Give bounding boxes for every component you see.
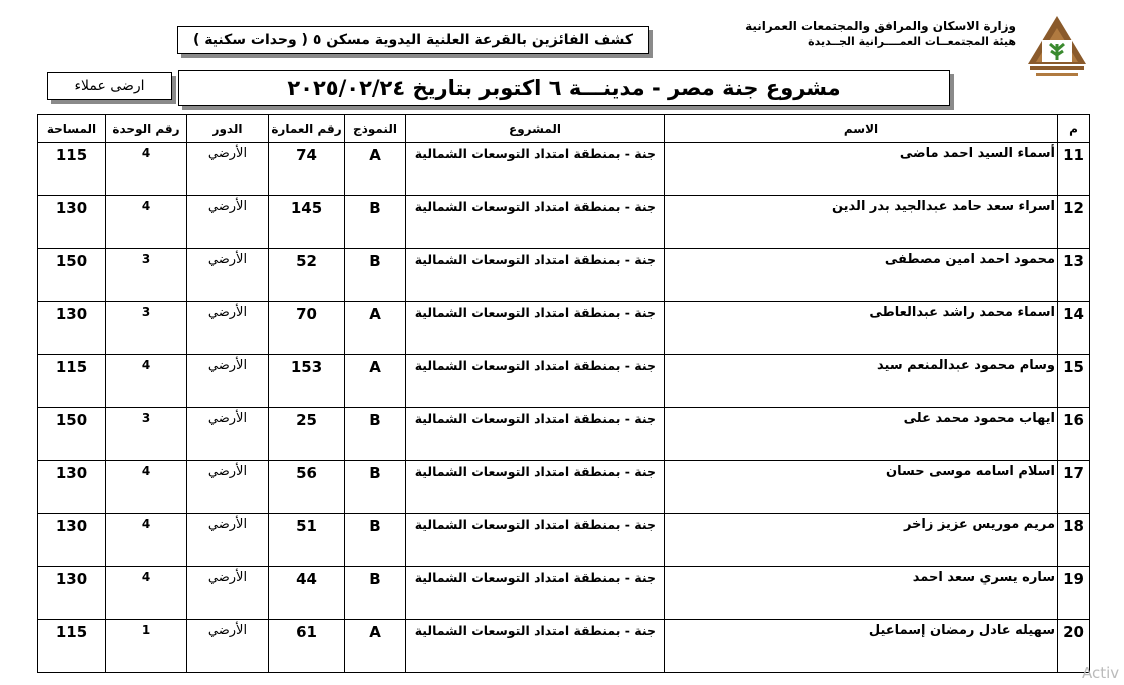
cell-area: 115 <box>38 355 106 408</box>
cell-area: 130 <box>38 196 106 249</box>
cell-area: 150 <box>38 249 106 302</box>
col-header-num: م <box>1058 115 1090 143</box>
cell-model: B <box>345 196 406 249</box>
ministry-name: وزارة الاسكان والمرافق والمجتمعات العمرانية <box>745 19 1016 33</box>
cell-name: ايهاب محمود محمد على <box>665 408 1058 461</box>
cell-floor: الأرضي <box>187 567 269 620</box>
cell-project: جنة - بمنطقة امتداد التوسعات الشمالية <box>406 143 665 196</box>
cell-project: جنة - بمنطقة امتداد التوسعات الشمالية <box>406 355 665 408</box>
cell-name: مريم موريس عزيز زاخر <box>665 514 1058 567</box>
table-header-row <box>38 115 1090 143</box>
cell-project: جنة - بمنطقة امتداد التوسعات الشمالية <box>406 249 665 302</box>
cell-building: 51 <box>269 514 345 567</box>
col-header-project: المشروع <box>406 115 665 143</box>
cell-model: A <box>345 620 406 673</box>
cell-model: A <box>345 143 406 196</box>
cell-name: اسراء سعد حامد عبدالجيد بدر الدين <box>665 196 1058 249</box>
cell-floor: الأرضي <box>187 408 269 461</box>
cell-model: B <box>345 408 406 461</box>
cell-floor: الأرضي <box>187 355 269 408</box>
cell-name: سهيله عادل رمضان إسماعيل <box>665 620 1058 673</box>
cell-name: اسلام اسامه موسى حسان <box>665 461 1058 514</box>
cell-model: A <box>345 355 406 408</box>
cell-floor: الأرضي <box>187 620 269 673</box>
col-header-floor: الدور <box>187 115 269 143</box>
cell-num: 12 <box>1058 196 1090 249</box>
cell-area: 115 <box>38 143 106 196</box>
cell-area: 130 <box>38 302 106 355</box>
table-row <box>38 514 1090 567</box>
activate-windows-watermark: Activ <box>1082 664 1120 682</box>
cell-model: B <box>345 461 406 514</box>
cell-building: 44 <box>269 567 345 620</box>
table-row <box>38 620 1090 673</box>
cell-project: جنة - بمنطقة امتداد التوسعات الشمالية <box>406 514 665 567</box>
cell-project: جنة - بمنطقة امتداد التوسعات الشمالية <box>406 620 665 673</box>
authority-name: هيئة المجتمعــات العمــــرانية الجــديدة <box>808 35 1016 48</box>
cell-building: 61 <box>269 620 345 673</box>
cell-unit: 4 <box>106 355 187 408</box>
cell-building: 145 <box>269 196 345 249</box>
winners-table <box>37 114 1090 673</box>
cell-floor: الأرضي <box>187 196 269 249</box>
cell-num: 15 <box>1058 355 1090 408</box>
cell-project: جنة - بمنطقة امتداد التوسعات الشمالية <box>406 408 665 461</box>
cell-building: 52 <box>269 249 345 302</box>
cell-num: 16 <box>1058 408 1090 461</box>
cell-floor: الأرضي <box>187 514 269 567</box>
col-header-model: النموذج <box>345 115 406 143</box>
table-row <box>38 302 1090 355</box>
table-row <box>38 461 1090 514</box>
cell-area: 130 <box>38 514 106 567</box>
cell-project: جنة - بمنطقة امتداد التوسعات الشمالية <box>406 302 665 355</box>
authority-logo-icon <box>1026 14 1088 80</box>
cell-unit: 3 <box>106 302 187 355</box>
cell-building: 56 <box>269 461 345 514</box>
cell-building: 153 <box>269 355 345 408</box>
cell-unit: 4 <box>106 514 187 567</box>
cell-name: ساره يسري سعد احمد <box>665 567 1058 620</box>
col-header-unit: رقم الوحدة <box>106 115 187 143</box>
cell-model: B <box>345 567 406 620</box>
cell-num: 13 <box>1058 249 1090 302</box>
cell-model: B <box>345 514 406 567</box>
cell-floor: الأرضي <box>187 461 269 514</box>
cell-floor: الأرضي <box>187 143 269 196</box>
cell-name: محمود احمد امين مصطفى <box>665 249 1058 302</box>
col-header-building: رقم العمارة <box>269 115 345 143</box>
cell-building: 25 <box>269 408 345 461</box>
cell-project: جنة - بمنطقة امتداد التوسعات الشمالية <box>406 196 665 249</box>
col-header-area: المساحة <box>38 115 106 143</box>
document-title: كشف الفائزين بالقرعة العلنية اليدوية مسكن ٥ ( وحدات سكنية ) <box>177 26 649 54</box>
cell-floor: الأرضي <box>187 249 269 302</box>
cell-unit: 4 <box>106 143 187 196</box>
cell-num: 18 <box>1058 514 1090 567</box>
cell-name: اسماء محمد راشد عبدالعاطى <box>665 302 1058 355</box>
cell-area: 150 <box>38 408 106 461</box>
cell-area: 130 <box>38 461 106 514</box>
project-heading: مشروع جنة مصر - مدينـــة ٦ اكتوبر بتاريخ ٢٠٢٥/٠٢/٢٤ <box>178 70 950 106</box>
col-header-name: الاسم <box>665 115 1058 143</box>
table-row <box>38 408 1090 461</box>
ministry-header <box>745 18 1016 49</box>
land-category-label: ارضى عملاء <box>47 72 172 100</box>
cell-num: 19 <box>1058 567 1090 620</box>
cell-building: 74 <box>269 143 345 196</box>
cell-unit: 1 <box>106 620 187 673</box>
cell-model: A <box>345 302 406 355</box>
cell-project: جنة - بمنطقة امتداد التوسعات الشمالية <box>406 567 665 620</box>
cell-num: 14 <box>1058 302 1090 355</box>
cell-unit: 4 <box>106 196 187 249</box>
table-row <box>38 567 1090 620</box>
cell-name: وسام محمود عبدالمنعم سيد <box>665 355 1058 408</box>
cell-unit: 3 <box>106 249 187 302</box>
cell-name: أسماء السيد احمد ماضى <box>665 143 1058 196</box>
cell-area: 130 <box>38 567 106 620</box>
cell-floor: الأرضي <box>187 302 269 355</box>
cell-num: 11 <box>1058 143 1090 196</box>
table-row <box>38 355 1090 408</box>
cell-unit: 4 <box>106 567 187 620</box>
cell-building: 70 <box>269 302 345 355</box>
cell-num: 20 <box>1058 620 1090 673</box>
table-row <box>38 249 1090 302</box>
cell-num: 17 <box>1058 461 1090 514</box>
table-row <box>38 196 1090 249</box>
table-row <box>38 143 1090 196</box>
cell-area: 115 <box>38 620 106 673</box>
cell-unit: 4 <box>106 461 187 514</box>
cell-project: جنة - بمنطقة امتداد التوسعات الشمالية <box>406 461 665 514</box>
cell-model: B <box>345 249 406 302</box>
cell-unit: 3 <box>106 408 187 461</box>
